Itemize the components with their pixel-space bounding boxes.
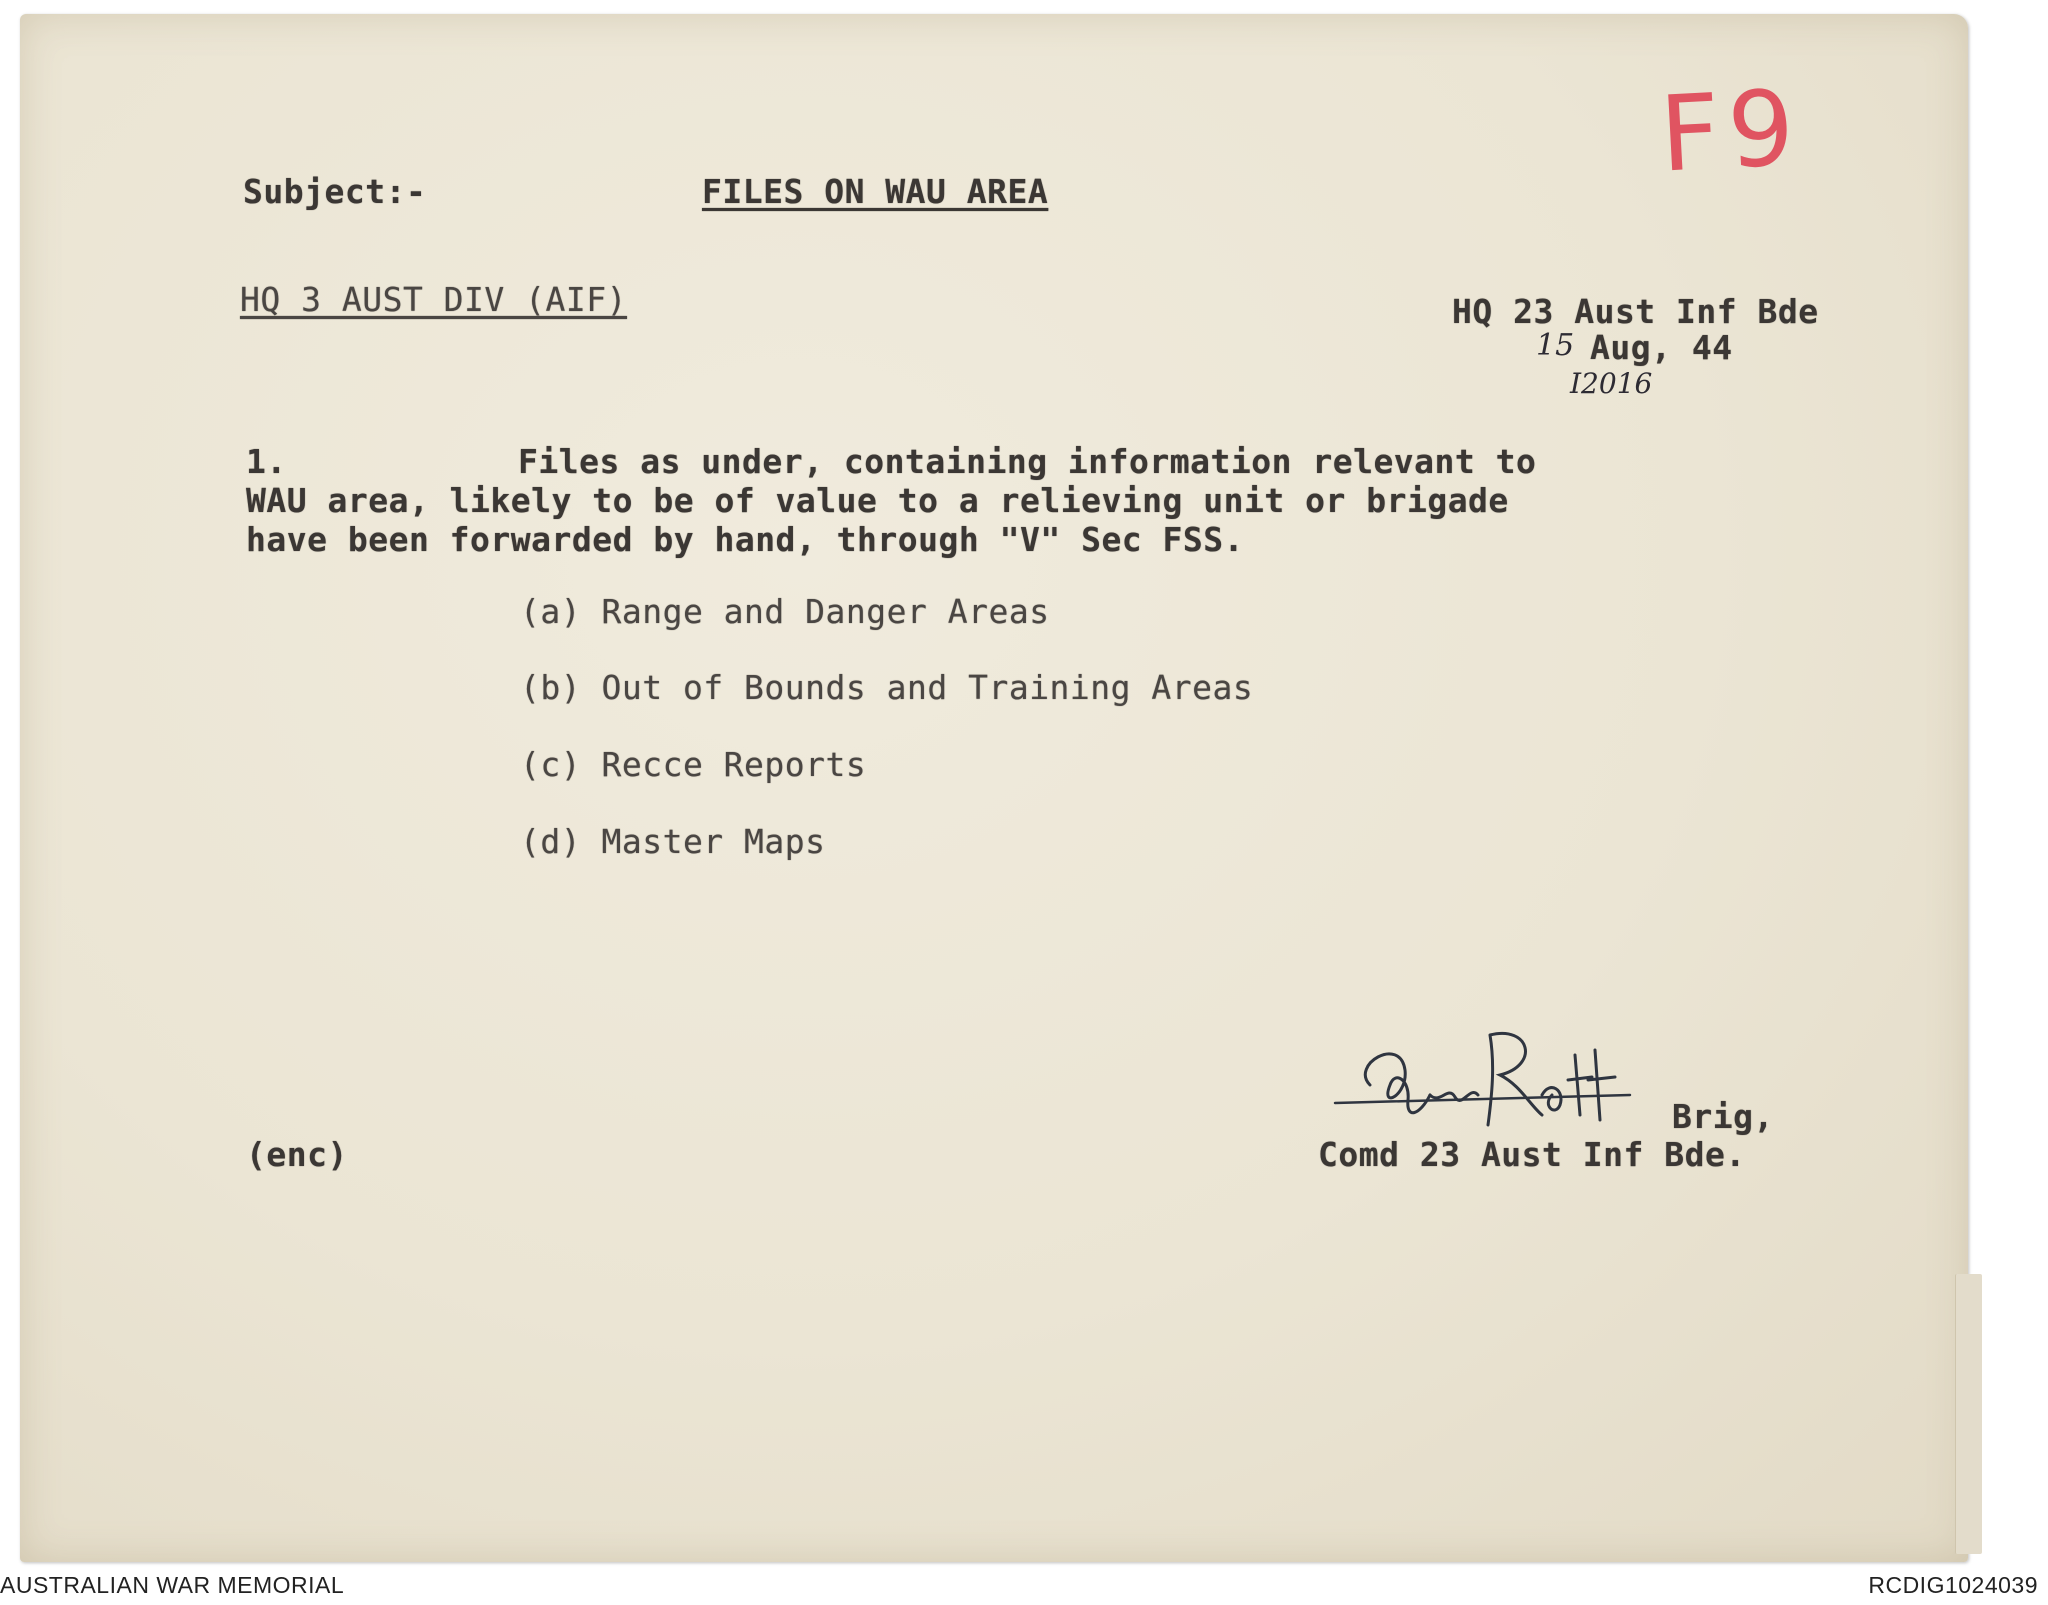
paragraph-number: 1. [246, 442, 287, 481]
addressee: HQ 3 AUST DIV (AIF) [240, 280, 627, 319]
footer-source: AUSTRALIAN WAR MEMORIAL [0, 1572, 345, 1598]
list-item: (b) Out of Bounds and Training Areas [520, 668, 1254, 707]
paragraph-line: have been forwarded by hand, through "V" Sec FSS. [246, 520, 1245, 559]
list-item: (c) Recce Reports [520, 745, 867, 784]
subject-title: FILES ON WAU AREA [702, 172, 1049, 211]
list-item: (a) Range and Danger Areas [520, 592, 1050, 631]
footer-id: RCDIG1024039 [1868, 1572, 2038, 1598]
paragraph-line: WAU area, likely to be of value to a relieving unit or brigade [246, 481, 1509, 520]
reference-number: I2016 [1570, 367, 1653, 400]
file-mark: F9 [1656, 66, 1806, 196]
from-unit: HQ 23 Aust Inf Bde [1452, 292, 1819, 331]
signature-title: Comd 23 Aust Inf Bde. [1318, 1135, 1746, 1174]
signature-rank: Brig, [1672, 1097, 1774, 1136]
signature [1330, 1025, 1670, 1145]
date-day: 15 [1536, 328, 1575, 363]
subject-label: Subject:- [243, 172, 427, 211]
date: Aug, 44 [1590, 328, 1733, 367]
enclosure-note: (enc) [246, 1135, 348, 1174]
list-item: (d) Master Maps [520, 822, 826, 861]
paragraph-line: Files as under, containing information relevant to [518, 442, 1537, 481]
document-page [20, 14, 1968, 1562]
